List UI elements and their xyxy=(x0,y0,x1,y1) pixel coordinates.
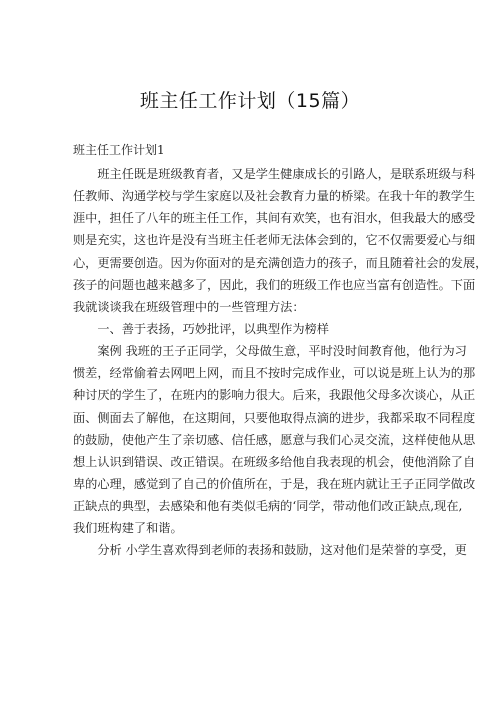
text-line: 种讨厌的学生了，在班内的影响力很大。后来，我跟他父母多次谈心，从正 xyxy=(73,388,476,403)
text-line: 案例 我班的王子正同学，父母做生意，平时没时间教育他，他行为习 xyxy=(73,344,467,359)
text-line: 想上认识到错误、改正错误。在班级多给他自我表现的机会，使他消除了自 xyxy=(73,454,476,469)
text-line: 面、侧面去了解他，在这期间，只要他取得点滴的进步，我都采取不同程度 xyxy=(73,410,476,425)
text-line: 分析 小学生喜欢得到老师的表扬和鼓励，这对他们是荣誉的享受，更 xyxy=(73,543,467,558)
body-text xyxy=(73,163,488,562)
text-line: 我就谈谈我在班级管理中的一些管理方法： xyxy=(73,299,305,314)
text-line: 任教师、沟通学校与学生家庭以及社会教育力量的桥梁。在我十年的教学生 xyxy=(73,189,476,204)
subheading-line: 一、善于表扬，巧妙批评，以典型作为榜样 xyxy=(73,321,329,336)
text-line: 正缺点的典型，去感染和他有类似毛病的‘同学，带动他们改正缺点,现在, xyxy=(73,499,463,514)
text-line: 涯中，担任了八年的班主任工作，其间有欢笑，也有泪水，但我最大的感受 xyxy=(73,211,476,226)
text-line: 惯差，经常偷着去网吧上网，而且不按时完成作业，可以说是班上认为的那 xyxy=(73,366,476,381)
text-line: 班主任既是班级教育者，又是学生健康成长的引路人，是联系班级与科 xyxy=(73,167,476,181)
text-line: 卑的心理，感觉到了自己的价值所在，于是，我在班内就让王子正同学做改 xyxy=(73,476,476,491)
section-heading: 班主任工作计划1 xyxy=(73,143,165,157)
text-line: 心，更需要创造。因为你面对的是充满创造力的孩子，而且随着社会的发展， xyxy=(73,255,488,270)
text-line: 则是充实，这也许是没有当班主任老师无法体会到的，它不仅需要爱心与细 xyxy=(73,233,476,248)
text-line: 我们班构建了和谐。 xyxy=(73,521,183,536)
text-line: 孩子的问题也越来越多了，因此，我们的班级工作也应当富有创造性。下面 xyxy=(73,277,476,292)
text-line: 的鼓励，使他产生了亲切感、信任感，愿意与我们心灵交流，这样使他从思 xyxy=(73,432,476,447)
document-title: 班主任工作计划（15篇） xyxy=(139,90,361,112)
